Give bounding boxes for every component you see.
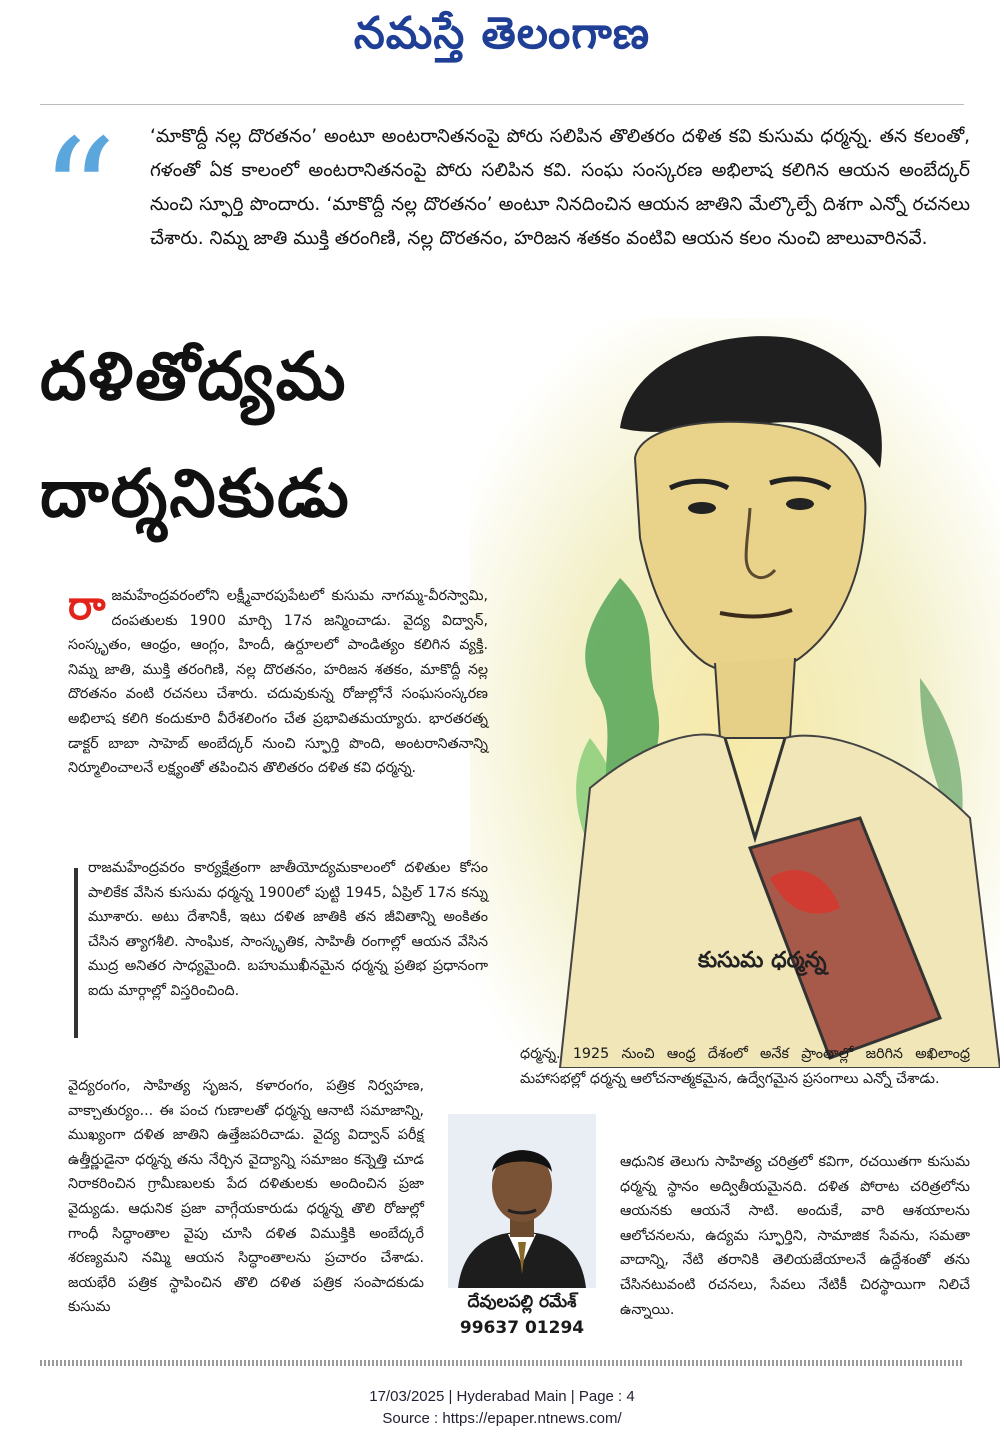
article-paragraph-1 [68, 584, 488, 781]
footer-source-link[interactable]: Source : https://epaper.ntnews.com/ [382, 1410, 622, 1427]
intro-text: ‘మాకొద్దీ నల్ల దొరతనం’ అంటూ అంటరానితనంపై పోరు సలిపిన తొలితరం దళిత కవి కుసుమ ధర్మన్న. తన కలంతో, గళంతో ఏక కాలంలో అంటరానితనంపై పోరు సలిపిన కవి. సంఘ సంస్కరణ అభిలాష కలిగిన ఆయన అంబేద్కర్ నుంచి స్ఫూర్తి పొందారు. ‘మాకొద్దీ నల్ల దొరతనం’ అంటూ నినదించిన ఆయన జాతిని మేల్కొల్పే దిశగా ఎన్నో రచనలు చేశారు. నిమ్న జాతి ముక్తి తరంగిణి, నల్ల దొరతనం, హరిజన శతకం వంటివి ఆయన కలం నుంచి జాలువారినవే. [150, 126, 970, 249]
headline-line-1: దళితోద్యమ [40, 338, 348, 415]
author-phone: 99637 01294 [459, 1318, 585, 1338]
masthead: నమస్తే తెలంగాణ [353, 8, 651, 59]
pullquote: రాజమహేంద్రవరం కార్యక్షేత్రంగా జాతీయోద్యమకాలంలో దళితుల కోసం పాలికేక వేసిన కుసుమ ధర్మన్న 1900లో పుట్టి 1945, ఏప్రిల్ 17న కన్ను మూశారు. అటు దేశానికీ, ఇటు దళిత జాతికి తన జీవితాన్ని అంకితం చేసిన త్యాగశీలి. సాంఘిక, సాంస్కృతిక, సాహితీ రంగాల్లో ఆయన వేసిన ముద్ర అనితర సాధ్యమైంది. బహుముఖీనమైన ధర్మన్న ప్రతిభ ప్రధానంగా ఐదు మార్గాల్లో విస్తరించింది. [88, 860, 488, 999]
article-paragraph-4: ఆధునిక తెలుగు సాహిత్య చరిత్రలో కవిగా, రచయితగా కుసుమ ధర్మన్న స్థానం అద్వితీయమైనది. దళిత పోరాట చరిత్రలోను ఆయనకు ఆయనే సాటి. అందుకే, వారి ఆశయాలను ఆలోచనలను, ఉద్యమ స్ఫూర్తిని, సామాజిక సేవను, సమతా వాదాన్ని, నేటి తరానికి తెలియజేయాలనే ఉద్దేశంతో తను చేసినటువంటి రచనలు, సేవలు నేటికీ చిరస్థాయిగా నిలిచే ఉన్నాయి. [620, 1154, 970, 1318]
headline-line-2: దార్శనికుడు [40, 455, 351, 532]
author-name: దేవులపల్లి రమేశ్ [467, 1292, 577, 1312]
pullquote-bar [74, 868, 78, 1038]
article-paragraph-3: వైద్యరంగం, సాహిత్య సృజన, కళారంగం, పత్రిక నిర్వహణ, వాక్చాతుర్యం... ఈ పంచ గుణాలతో ధర్మన్న ఆనాటి సమాజాన్ని, ముఖ్యంగా దళిత జాతిని ఉత్తేజపరిచాడు. వైద్య విద్వాన్ పరీక్ష ఉత్తీర్ణుడైనా ధర్మన్న తను నేర్చిన వైద్యాన్ని సమాజం కన్నెత్తి చూడ నిరాకరించిన గ్రామీణులకు పేద దళితులకు అందించిన ప్రజా వైద్యుడు. ఆధునిక ప్రజా వాగ్గేయకారుడు ధర్మన్న తొలి రోజుల్లో గాంధీ సిద్ధాంతాల వైపు చూసి దళిత విముక్తికి అంబేద్కరే శరణ్యమని నమ్మి ఆయన సిద్ధాంతాలను ప్రచారం చేశాడు. జయభేరి పత్రిక స్థాపించిన తొలి దళిత పత్రిక సంపాదకుడు కుసుమ [68, 1078, 424, 1316]
footer-edition-info: 17/03/2025 | Hyderabad Main | Page : 4 [369, 1388, 635, 1405]
paragraph-1-text: జమహేంద్రవరంలోని లక్ష్మీవారపుపేటలో కుసుమ నాగమ్మ-వీరస్వామి, దంపతులకు 1900 మార్చి 17న జన్మించాడు. వైద్య విద్వాన్, సంస్కృతం, ఆంధ్రం, ఆంగ్లం, హిందీ, ఉర్దూలలో పాండిత్యం కలిగిన వ్యక్తి. నిమ్న జాతి, ముక్తి తరంగిణి, నల్ల దొరతనం, హరిజన శతకం, మాకొద్దీ నల్ల దొరతనం వంటి రచనలు చేశారు. చదువుకున్న రోజుల్లోనే సంఘసంస్కరణ అభిలాష కలిగి కందుకూరి వీరేశలింగం చేత ప్రభావితమయ్యారు. భారతరత్న డాక్టర్ బాబా సాహెబ్ అంబేద్కర్ నుంచి స్ఫూర్తి పొంది, అంటరానితనాన్ని నిర్మూలించాలనే లక్ష్యంతో తపించిన తొలితరం దళిత కవి ధర్మన్న. [68, 588, 488, 777]
bottom-divider [40, 1360, 964, 1366]
drop-cap: రా [68, 583, 106, 629]
author-photo [448, 1114, 596, 1288]
article-paragraph-2: ధర్మన్న. 1925 నుంచి ఆంధ్ర దేశంలో అనేక ప్రాంతాల్లో జరిగిన అఖిలాంధ్ర మహాసభల్లో ధర్మన్న ఆలోచనాత్మకమైన, ఉద్వేగమైన ప్రసంగాలు ఎన్నో చేశాడు. [520, 1046, 970, 1087]
quote-mark-icon: “ [40, 108, 117, 282]
masthead-divider [40, 104, 964, 105]
photo-caption: కుసుమ ధర్మన్న [698, 948, 827, 973]
